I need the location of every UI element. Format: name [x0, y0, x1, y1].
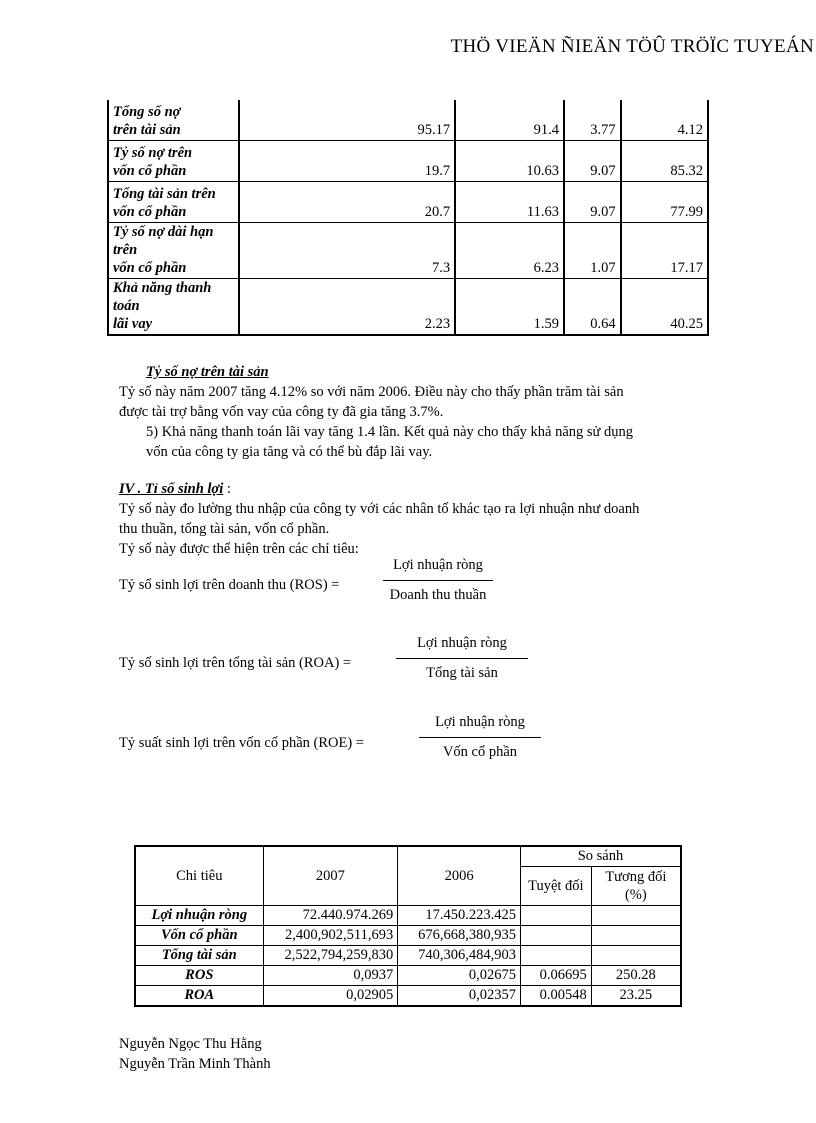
col-header-relative: Tương đối (%): [591, 867, 681, 906]
table-row: [108, 100, 708, 141]
cell-value: 6.23: [455, 223, 564, 279]
cell-value: 3.77: [564, 100, 621, 141]
table-row: [135, 906, 681, 926]
cell-value: 2.23: [239, 279, 456, 336]
cell-value: 2,522,794,259,830: [263, 946, 398, 966]
page-header: THÖ VIEÄN ÑIEÄN TÖÛ TRÖÏC TUYEÁN: [450, 36, 814, 57]
table-row: [108, 223, 708, 279]
cell-value: 91.4: [455, 100, 564, 141]
cell-value: 0,02675: [398, 966, 521, 986]
denominator: Tổng tài sản: [426, 665, 498, 681]
cell-value: 72.440.974.269: [263, 906, 398, 926]
row-label: Tổng tài sản: [135, 946, 263, 966]
fraction-bar: [383, 580, 493, 581]
cell-value: 0,02905: [263, 986, 398, 1007]
cell-value: 0.64: [564, 279, 621, 336]
authors: [119, 1034, 271, 1074]
row-label: Tổng số nợ trên tài sản: [108, 100, 239, 141]
table-row: [135, 926, 681, 946]
paragraph-line: thu thuần, tổng tài sản, vốn cổ phần.: [119, 521, 330, 537]
cell-value: 250.28: [591, 966, 681, 986]
cell-value: 23.25: [591, 986, 681, 1007]
paragraph-line: Tỷ số này năm 2007 tăng 4.12% so với năm 2006. Điều này cho thấy phần trăm tài sản: [119, 384, 624, 400]
fraction-bar: [396, 658, 528, 659]
cell-value: 19.7: [239, 141, 456, 182]
cell-value: 20.7: [239, 182, 456, 223]
row-label: Tỷ số nợ trên vốn cổ phần: [108, 141, 239, 182]
profitability-section: IV . Tỉ số sinh lợi : Tỷ số này đo lường thu nhập của công ty với các nhân tố khác tạo ra lợi nhuận như doanh thu thuần, tổng tài sản, vốn cổ phần. Tỷ số này được thể hiện trên các chỉ tiêu:: [119, 479, 719, 559]
cell-value: 10.63: [455, 141, 564, 182]
cell-value: 2,400,902,511,693: [263, 926, 398, 946]
cell-value: 95.17: [239, 100, 456, 141]
roe-formula-label: Tỷ suất sinh lợi trên vốn cổ phần (ROE) =: [119, 735, 364, 751]
author-name: Nguyễn Trần Minh Thành: [119, 1056, 271, 1072]
cell-value: [520, 906, 591, 926]
table-row: [108, 141, 708, 182]
table-row: [108, 182, 708, 223]
cell-value: 85.32: [621, 141, 708, 182]
cell-value: [520, 926, 591, 946]
cell-value: [591, 906, 681, 926]
cell-value: 17.17: [621, 223, 708, 279]
col-header-2007: 2007: [263, 846, 398, 906]
cell-value: [591, 946, 681, 966]
author-name: Nguyễn Ngọc Thu Hằng: [119, 1036, 262, 1052]
paragraph-line: Tỷ số này đo lường thu nhập của công ty với các nhân tố khác tạo ra lợi nhuận như doanh: [119, 501, 640, 517]
cell-value: 0,02357: [398, 986, 521, 1007]
col-header-indicator: Chi tiêu: [135, 846, 263, 906]
cell-value: 676,668,380,935: [398, 926, 521, 946]
header-row: [135, 846, 681, 867]
roa-fraction: [396, 635, 528, 682]
cell-value: 11.63: [455, 182, 564, 223]
ros-fraction: [383, 557, 493, 604]
row-label: Lợi nhuận ròng: [135, 906, 263, 926]
paragraph-line: vốn của công ty gia tăng và có thể bù đắp lãi vay.: [146, 444, 433, 460]
cell-value: 1.07: [564, 223, 621, 279]
table-row: [135, 966, 681, 986]
row-label: Vốn cổ phần: [135, 926, 263, 946]
roa-formula-label: Tỷ số sinh lợi trên tổng tài sản (ROA) =: [119, 655, 352, 671]
cell-value: 4.12: [621, 100, 708, 141]
row-label: ROA: [135, 986, 263, 1007]
cell-value: 0.00548: [520, 986, 591, 1007]
denominator: Doanh thu thuần: [389, 587, 487, 603]
cell-value: 9.07: [564, 182, 621, 223]
table-row: [108, 279, 708, 336]
cell-value: 9.07: [564, 141, 621, 182]
col-header-absolute: Tuyệt đối: [520, 867, 591, 906]
denominator: Vốn cổ phần: [442, 744, 518, 760]
ros-formula-label: Tỷ số sinh lợi trên doanh thu (ROS) =: [119, 577, 340, 593]
debt-section: [119, 362, 719, 462]
numerator: Lợi nhuận ròng: [435, 714, 525, 730]
row-label: Tổng tài sản trên vốn cổ phần: [108, 182, 239, 223]
table-row: [135, 986, 681, 1007]
cell-value: 740,306,484,903: [398, 946, 521, 966]
numerator: Lợi nhuận ròng: [417, 635, 507, 651]
cell-value: 7.3: [239, 223, 456, 279]
roe-fraction: [419, 714, 541, 761]
cell-value: [520, 946, 591, 966]
cell-value: 0.06695: [520, 966, 591, 986]
cell-value: 40.25: [621, 279, 708, 336]
table-row: [135, 946, 681, 966]
cell-value: 1.59: [455, 279, 564, 336]
paragraph-line: 5) Khả năng thanh toán lãi vay tăng 1.4 lần. Kết quả này cho thấy khả năng sử dụng: [146, 424, 634, 440]
fraction-bar: [419, 737, 541, 738]
cell-value: 0,0937: [263, 966, 398, 986]
row-label: Tỷ số nợ dài hạn trên vốn cổ phần: [108, 223, 239, 279]
cell-value: 17.450.223.425: [398, 906, 521, 926]
numerator: Lợi nhuận ròng: [393, 557, 483, 573]
section-heading: IV . Tỉ số sinh lợi: [119, 481, 224, 497]
paragraph-line: được tài trợ bằng vốn vay của công ty đã gia tăng 3.7%.: [119, 404, 444, 420]
debt-ratio-table: [107, 100, 709, 336]
paragraph-line: Tỷ số này được thể hiện trên các chỉ tiêu:: [119, 541, 359, 557]
row-label: Khả năng thanh toán lãi vay: [108, 279, 239, 336]
col-header-compare: So sánh: [520, 846, 681, 867]
row-label: ROS: [135, 966, 263, 986]
cell-value: 77.99: [621, 182, 708, 223]
col-header-2006: 2006: [398, 846, 521, 906]
section-heading: Tỷ số nợ trên tài sản: [146, 364, 269, 380]
profitability-table: [134, 845, 682, 1007]
cell-value: [591, 926, 681, 946]
